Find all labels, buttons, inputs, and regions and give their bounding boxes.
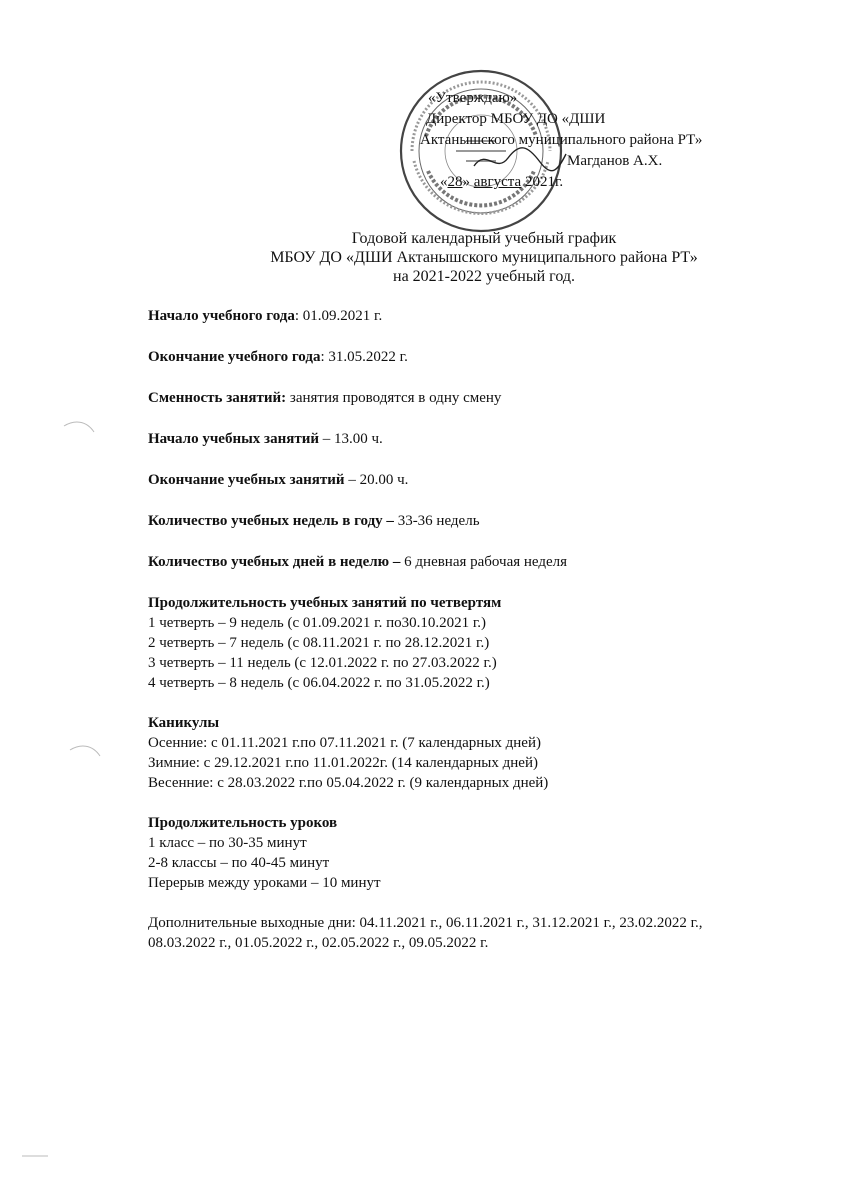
document-body xyxy=(148,306,818,973)
scan-mark-icon xyxy=(60,418,100,438)
shift-value: занятия проводятся в одну смену xyxy=(286,390,502,406)
document-title xyxy=(0,229,848,286)
list-item: Перерыв между уроками – 10 минут xyxy=(148,875,381,891)
holidays-heading: Каникулы xyxy=(148,715,220,731)
list-item: Зимние: с 29.12.2021 г.по 11.01.2022г. (14 календарных дней) xyxy=(148,755,538,771)
weeks-field xyxy=(148,511,818,531)
approval-date-open: « xyxy=(440,174,448,190)
approval-organization: Актанышского муниципального района РТ» xyxy=(420,132,703,148)
list-item: 2-8 классы – по 40-45 минут xyxy=(148,855,330,871)
lesson-length-section xyxy=(148,813,818,893)
days-label: Количество учебных дней в неделю – xyxy=(148,554,401,570)
scan-mark-icon xyxy=(66,742,106,762)
title-line-1: Годовой календарный учебный график xyxy=(351,230,617,247)
list-item: Осенние: с 01.11.2021 г.по 07.11.2021 г. (7 календарных дней) xyxy=(148,735,541,751)
year-end-field xyxy=(148,347,818,367)
signature-mark xyxy=(470,140,570,180)
year-end-label: Окончание учебного года xyxy=(148,349,321,365)
list-item: 1 четверть – 9 недель (с 01.09.2021 г. по30.10.2021 г.) xyxy=(148,615,487,631)
shift-label: Сменность занятий: xyxy=(148,390,287,406)
approval-signer: Магданов А.Х. xyxy=(567,153,663,169)
lessons-end-value: – 20.00 ч. xyxy=(344,472,409,488)
list-item: 3 четверть – 11 недель (с 12.01.2022 г. по 27.03.2022 г.) xyxy=(148,655,497,671)
list-item: 1 класс – по 30-35 минут xyxy=(148,835,307,851)
approval-date-month: августа xyxy=(473,174,522,190)
lessons-end-label: Окончание учебных занятий xyxy=(148,472,345,488)
weeks-value: 33-36 недель xyxy=(393,513,480,529)
title-line-2: МБОУ ДО «ДШИ Актанышского муниципального района РТ» xyxy=(270,249,698,266)
extra-days-line-1: Дополнительные выходные дни: 04.11.2021 г., 06.11.2021 г., 31.12.2021 г., 23.02.2022 г., xyxy=(148,915,703,931)
extra-days-section xyxy=(148,913,818,953)
year-end-value: : 31.05.2022 г. xyxy=(320,349,408,365)
shift-field xyxy=(148,388,818,408)
extra-days-line-2: 08.03.2022 г., 01.05.2022 г., 02.05.2022 г., 09.05.2022 г. xyxy=(148,935,489,951)
list-item: 4 четверть – 8 недель (с 06.04.2022 г. по 31.05.2022 г.) xyxy=(148,675,490,691)
days-value: 6 дневная рабочая неделя xyxy=(400,554,568,570)
lessons-end-field xyxy=(148,470,818,490)
approval-header: «Утверждаю» xyxy=(428,90,518,106)
list-item: 2 четверть – 7 недель (с 08.11.2021 г. по 28.12.2021 г.) xyxy=(148,635,490,651)
approval-date-close: » xyxy=(462,174,470,190)
scan-mark-icon xyxy=(20,1150,50,1162)
year-start-value: : 01.09.2021 г. xyxy=(294,308,383,324)
lessons-start-value: – 13.00 ч. xyxy=(318,431,383,447)
year-start-label: Начало учебного года xyxy=(148,308,295,324)
holidays-section xyxy=(148,713,818,793)
quarters-section xyxy=(148,593,818,693)
approval-date-year: 2021г. xyxy=(524,174,564,190)
lessons-start-label: Начало учебных занятий xyxy=(148,431,319,447)
list-item: Весенние: с 28.03.2022 г.по 05.04.2022 г. (9 календарных дней) xyxy=(148,775,549,791)
days-field xyxy=(148,552,818,572)
approval-position: Директор МБОУ ДО «ДШИ xyxy=(426,111,606,127)
year-start-field xyxy=(148,306,818,326)
weeks-label: Количество учебных недель в году – xyxy=(148,513,394,529)
lessons-start-field xyxy=(148,429,818,449)
quarters-heading: Продолжительность учебных занятий по четвертям xyxy=(148,595,502,611)
title-line-3: на 2021-2022 учебный год. xyxy=(393,268,575,285)
approval-date-day: 28 xyxy=(447,174,463,190)
lesson-length-heading: Продолжительность уроков xyxy=(148,815,338,831)
